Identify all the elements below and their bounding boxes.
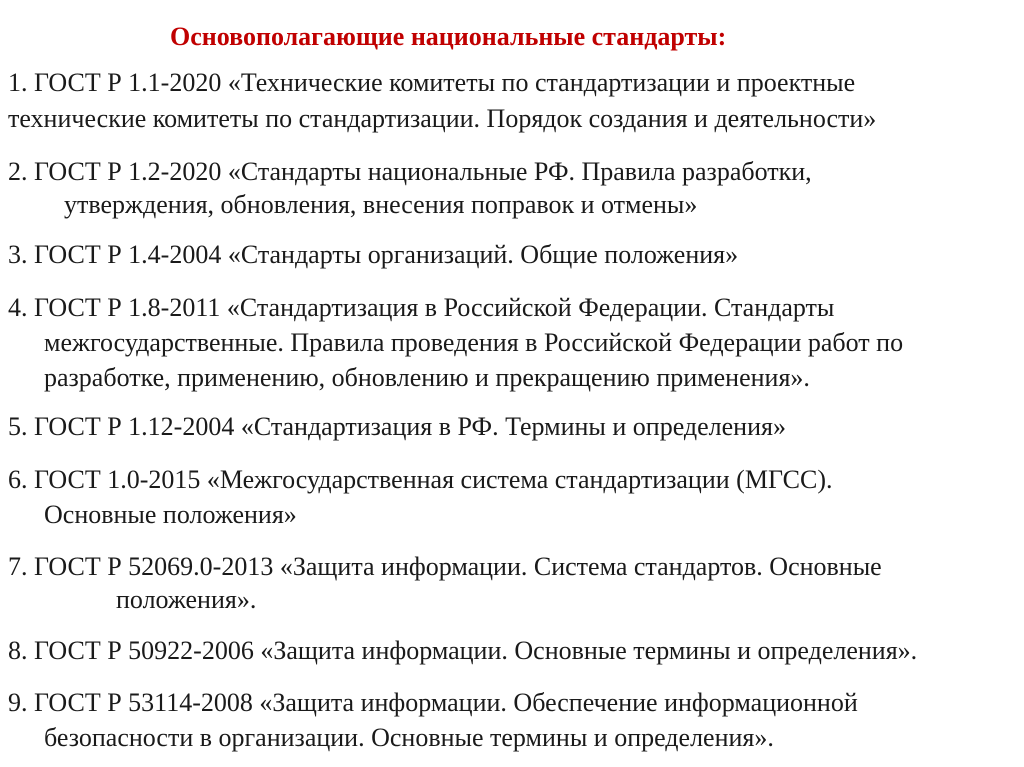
list-item-line: разработке, применению, обновлению и прекращению применения». [44,363,810,392]
list-item-line: 9. ГОСТ Р 53114-2008 «Защита информации. Обеспечение информационной [8,688,858,717]
list-item-line: 6. ГОСТ 1.0-2015 «Межгосударственная система стандартизации (МГСС). [8,465,833,494]
list-item-line: 3. ГОСТ Р 1.4-2004 «Стандарты организаций. Общие положения» [8,240,739,269]
list-item-line: 8. ГОСТ Р 50922-2006 «Защита информации. Основные термины и определения». [8,636,918,665]
list-item-line: 7. ГОСТ Р 52069.0-2013 «Защита информации. Система стандартов. Основные [8,552,882,581]
list-item-line: Основные положения» [44,500,297,529]
list-item-line: 4. ГОСТ Р 1.8-2011 «Стандартизация в Российской Федерации. Стандарты [8,293,835,322]
list-item-line: технические комитеты по стандартизации. Порядок создания и деятельности» [8,104,877,133]
list-item-line: безопасности в организации. Основные термины и определения». [44,723,774,752]
list-item-line: утверждения, обновления, внесения поправок и отмены» [64,190,698,219]
list-item-line: 2. ГОСТ Р 1.2-2020 «Стандарты национальные РФ. Правила разработки, [8,157,812,186]
list-item-line: межгосударственные. Правила проведения в Российской Федерации работ по [44,328,904,357]
list-item-line: 1. ГОСТ Р 1.1-2020 «Технические комитеты по стандартизации и проектные [8,68,856,97]
list-item-line: 5. ГОСТ Р 1.12-2004 «Стандартизация в РФ. Термины и определения» [8,412,786,441]
list-item-line: положения». [116,585,257,614]
slide-title: Основополагающие национальные стандарты: [170,22,727,51]
